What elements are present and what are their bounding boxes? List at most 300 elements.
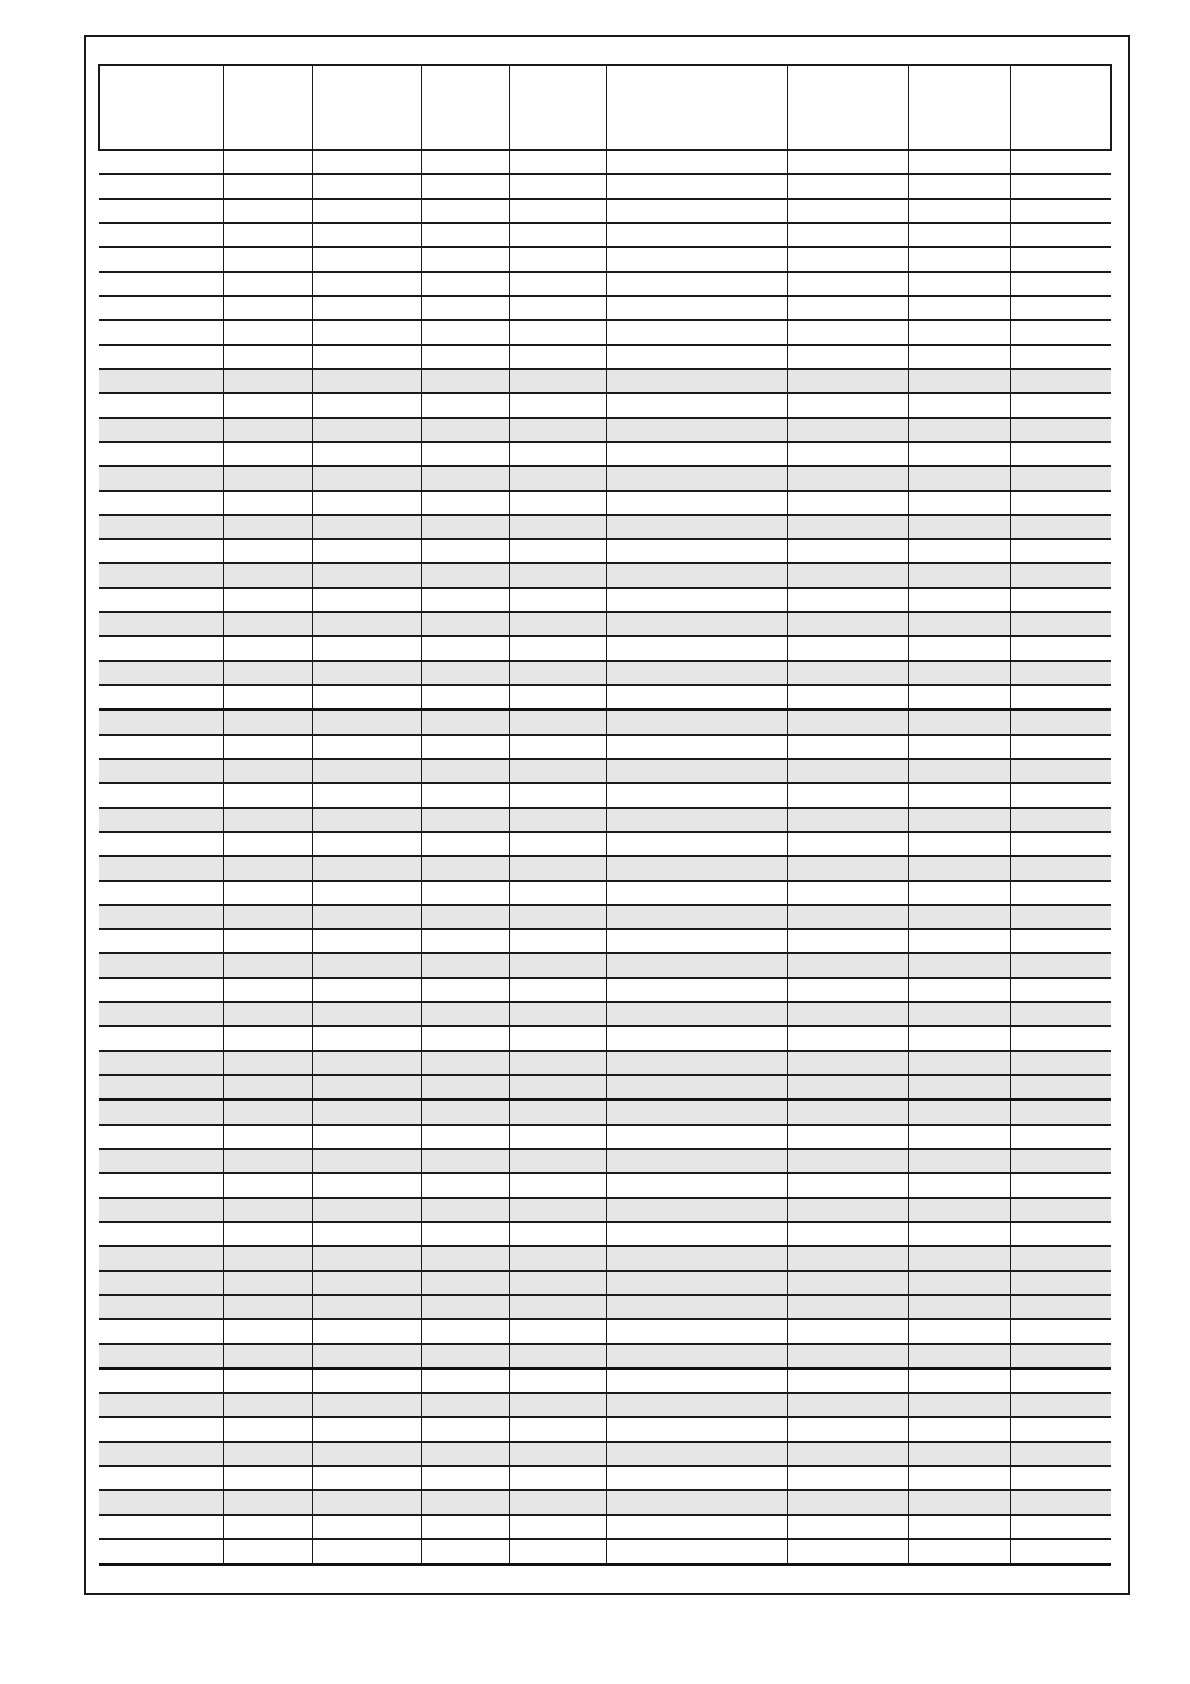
table-cell [421, 1222, 509, 1246]
table-cell [1010, 808, 1111, 832]
table-cell [312, 1368, 421, 1393]
table-cell [223, 1466, 312, 1490]
table-cell [908, 1051, 1010, 1075]
table-cell [421, 320, 509, 344]
table-cell [787, 1173, 908, 1197]
table-cell [606, 442, 787, 466]
table-cell [787, 783, 908, 807]
table-cell [421, 345, 509, 369]
table-cell [1010, 1344, 1111, 1369]
table-row [99, 1393, 1111, 1417]
table-cell [312, 247, 421, 271]
header-cell [787, 65, 908, 150]
table-cell [606, 661, 787, 685]
table-cell [421, 1490, 509, 1514]
table-cell [99, 369, 223, 393]
table-cell [908, 1368, 1010, 1393]
table-cell [509, 661, 606, 685]
table-cell [908, 442, 1010, 466]
table-cell [509, 418, 606, 442]
table-cell [1010, 1002, 1111, 1026]
table-cell [223, 1368, 312, 1393]
table-cell [787, 881, 908, 905]
table-cell [908, 1246, 1010, 1270]
table-cell [223, 1344, 312, 1369]
table-cell [509, 710, 606, 735]
table-cell [1010, 272, 1111, 296]
table-cell [908, 418, 1010, 442]
table-row [99, 661, 1111, 685]
table-cell [99, 1026, 223, 1050]
table-row [99, 588, 1111, 612]
ledger-body [99, 65, 1111, 1565]
table-cell [787, 393, 908, 417]
table-cell [787, 296, 908, 320]
table-row [99, 1173, 1111, 1197]
table-cell [1010, 345, 1111, 369]
table-cell [421, 929, 509, 953]
table-cell [421, 393, 509, 417]
table-row [99, 759, 1111, 783]
table-cell [421, 1466, 509, 1490]
table-row [99, 929, 1111, 953]
table-cell [908, 491, 1010, 515]
table-cell [908, 1100, 1010, 1125]
table-cell [908, 759, 1010, 783]
table-cell [312, 1026, 421, 1050]
table-cell [421, 442, 509, 466]
table-cell [509, 1515, 606, 1539]
table-cell [509, 1344, 606, 1369]
table-cell [312, 856, 421, 880]
table-cell [99, 1002, 223, 1026]
table-cell [312, 1319, 421, 1343]
table-cell [99, 953, 223, 977]
table-cell [787, 1466, 908, 1490]
table-cell [421, 710, 509, 735]
table-cell [421, 1539, 509, 1564]
table-row [99, 1442, 1111, 1466]
table-cell [606, 1149, 787, 1173]
table-cell [606, 174, 787, 198]
table-cell [312, 661, 421, 685]
table-cell [509, 856, 606, 880]
table-row [99, 1344, 1111, 1369]
table-cell [223, 588, 312, 612]
table-cell [421, 150, 509, 174]
table-row [99, 710, 1111, 735]
table-cell [421, 563, 509, 587]
table-cell [1010, 685, 1111, 710]
table-row [99, 1368, 1111, 1393]
table-cell [908, 929, 1010, 953]
table-cell [1010, 539, 1111, 563]
table-cell [99, 345, 223, 369]
table-row [99, 393, 1111, 417]
table-cell [787, 1319, 908, 1343]
table-cell [908, 1026, 1010, 1050]
table-cell [509, 150, 606, 174]
table-cell [223, 978, 312, 1002]
table-cell [908, 563, 1010, 587]
table-cell [606, 150, 787, 174]
table-cell [1010, 710, 1111, 735]
table-cell [1010, 881, 1111, 905]
table-cell [606, 1173, 787, 1197]
table-cell [312, 1051, 421, 1075]
table-cell [606, 539, 787, 563]
table-cell [223, 1173, 312, 1197]
table-cell [509, 272, 606, 296]
table-cell [421, 223, 509, 247]
table-cell [908, 174, 1010, 198]
table-cell [509, 1026, 606, 1050]
table-cell [509, 515, 606, 539]
table-cell [1010, 199, 1111, 223]
table-cell [223, 272, 312, 296]
table-cell [99, 661, 223, 685]
table-cell [1010, 929, 1111, 953]
table-cell [99, 223, 223, 247]
table-cell [908, 1222, 1010, 1246]
table-cell [223, 808, 312, 832]
table-cell [223, 1002, 312, 1026]
table-cell [99, 199, 223, 223]
table-cell [908, 393, 1010, 417]
table-cell [421, 1100, 509, 1125]
table-cell [509, 1075, 606, 1100]
table-cell [606, 808, 787, 832]
table-cell [908, 808, 1010, 832]
table-cell [99, 539, 223, 563]
table-cell [606, 1075, 787, 1100]
header-cell [99, 65, 223, 150]
table-cell [223, 710, 312, 735]
table-cell [99, 1198, 223, 1222]
table-cell [606, 905, 787, 929]
table-cell [1010, 588, 1111, 612]
table-cell [787, 1490, 908, 1514]
table-cell [787, 1344, 908, 1369]
table-cell [509, 1417, 606, 1441]
table-cell [312, 1173, 421, 1197]
table-cell [99, 808, 223, 832]
table-cell [787, 588, 908, 612]
table-cell [421, 1075, 509, 1100]
table-cell [509, 320, 606, 344]
table-cell [99, 710, 223, 735]
table-cell [787, 1075, 908, 1100]
table-cell [223, 832, 312, 856]
table-row [99, 1198, 1111, 1222]
table-row [99, 1539, 1111, 1564]
table-cell [908, 296, 1010, 320]
table-cell [223, 1026, 312, 1050]
table-cell [787, 1368, 908, 1393]
table-cell [99, 881, 223, 905]
table-cell [908, 320, 1010, 344]
table-cell [787, 1295, 908, 1319]
table-cell [787, 539, 908, 563]
table-cell [312, 1149, 421, 1173]
table-cell [787, 515, 908, 539]
table-cell [223, 685, 312, 710]
table-cell [312, 953, 421, 977]
table-cell [509, 345, 606, 369]
table-cell [223, 563, 312, 587]
header-cell [606, 65, 787, 150]
header-cell [1010, 65, 1111, 150]
table-cell [421, 199, 509, 223]
table-cell [606, 247, 787, 271]
table-cell [1010, 1149, 1111, 1173]
table-cell [908, 539, 1010, 563]
table-cell [421, 978, 509, 1002]
table-cell [908, 685, 1010, 710]
table-cell [787, 636, 908, 660]
table-cell [421, 808, 509, 832]
table-cell [1010, 612, 1111, 636]
table-cell [421, 515, 509, 539]
table-cell [223, 1246, 312, 1270]
table-row [99, 442, 1111, 466]
table-cell [509, 978, 606, 1002]
table-cell [908, 272, 1010, 296]
table-cell [99, 1466, 223, 1490]
table-cell [787, 1026, 908, 1050]
table-row [99, 1466, 1111, 1490]
table-cell [908, 1539, 1010, 1564]
table-cell [421, 1026, 509, 1050]
table-cell [606, 929, 787, 953]
table-cell [223, 1051, 312, 1075]
table-cell [223, 1149, 312, 1173]
table-cell [908, 515, 1010, 539]
table-cell [908, 1271, 1010, 1295]
table-cell [421, 1417, 509, 1441]
table-row [99, 832, 1111, 856]
table-cell [787, 272, 908, 296]
table-cell [99, 685, 223, 710]
table-cell [787, 369, 908, 393]
table-cell [908, 1466, 1010, 1490]
table-cell [312, 1100, 421, 1125]
table-cell [421, 905, 509, 929]
table-cell [606, 1026, 787, 1050]
table-cell [312, 1515, 421, 1539]
table-row [99, 808, 1111, 832]
table-row [99, 783, 1111, 807]
table-cell [99, 832, 223, 856]
table-cell [223, 369, 312, 393]
table-cell [509, 636, 606, 660]
table-cell [787, 1271, 908, 1295]
table-cell [421, 369, 509, 393]
table-cell [606, 1417, 787, 1441]
table-cell [421, 466, 509, 490]
table-cell [421, 1271, 509, 1295]
table-cell [223, 612, 312, 636]
table-cell [312, 272, 421, 296]
table-cell [421, 1002, 509, 1026]
table-cell [99, 1149, 223, 1173]
table-cell [908, 1490, 1010, 1514]
table-cell [509, 1222, 606, 1246]
table-cell [421, 491, 509, 515]
table-cell [223, 320, 312, 344]
table-cell [606, 832, 787, 856]
table-cell [223, 1490, 312, 1514]
table-cell [1010, 1173, 1111, 1197]
table-cell [312, 1246, 421, 1270]
table-row [99, 1246, 1111, 1270]
table-cell [908, 1198, 1010, 1222]
table-row [99, 1075, 1111, 1100]
table-cell [606, 563, 787, 587]
table-cell [606, 710, 787, 735]
table-cell [99, 759, 223, 783]
table-cell [421, 1393, 509, 1417]
table-cell [606, 1466, 787, 1490]
table-cell [312, 320, 421, 344]
table-cell [509, 905, 606, 929]
table-row [99, 320, 1111, 344]
table-cell [1010, 1271, 1111, 1295]
table-cell [312, 515, 421, 539]
table-row [99, 296, 1111, 320]
table-cell [99, 735, 223, 759]
table-cell [223, 418, 312, 442]
table-cell [99, 393, 223, 417]
table-cell [1010, 296, 1111, 320]
table-cell [787, 320, 908, 344]
table-cell [99, 174, 223, 198]
table-cell [509, 1271, 606, 1295]
table-cell [787, 1393, 908, 1417]
table-cell [312, 1417, 421, 1441]
table-cell [99, 1173, 223, 1197]
table-cell [509, 808, 606, 832]
table-cell [606, 1222, 787, 1246]
table-cell [99, 1271, 223, 1295]
table-cell [223, 881, 312, 905]
table-cell [99, 563, 223, 587]
table-cell [606, 369, 787, 393]
table-cell [787, 442, 908, 466]
table-row [99, 905, 1111, 929]
table-cell [1010, 1442, 1111, 1466]
table-cell [99, 491, 223, 515]
table-cell [606, 759, 787, 783]
table-cell [509, 1149, 606, 1173]
table-cell [99, 272, 223, 296]
table-cell [421, 856, 509, 880]
table-cell [1010, 1051, 1111, 1075]
table-cell [1010, 515, 1111, 539]
table-cell [312, 929, 421, 953]
table-cell [421, 881, 509, 905]
table-row [99, 345, 1111, 369]
table-cell [787, 710, 908, 735]
table-row [99, 1125, 1111, 1149]
table-cell [606, 491, 787, 515]
table-cell [99, 1442, 223, 1466]
table-cell [99, 1075, 223, 1100]
table-cell [908, 832, 1010, 856]
table-cell [787, 1222, 908, 1246]
table-cell [1010, 1490, 1111, 1514]
table-cell [606, 272, 787, 296]
table-row [99, 636, 1111, 660]
table-cell [312, 442, 421, 466]
table-cell [1010, 1026, 1111, 1050]
table-cell [509, 1198, 606, 1222]
table-cell [908, 1319, 1010, 1343]
table-row [99, 563, 1111, 587]
table-cell [1010, 1125, 1111, 1149]
table-cell [312, 1344, 421, 1369]
table-cell [223, 1417, 312, 1441]
table-cell [787, 661, 908, 685]
table-cell [908, 247, 1010, 271]
header-cell [223, 65, 312, 150]
table-cell [421, 759, 509, 783]
table-cell [509, 1393, 606, 1417]
table-row [99, 515, 1111, 539]
table-cell [223, 442, 312, 466]
table-cell [99, 636, 223, 660]
table-cell [312, 735, 421, 759]
table-cell [787, 1100, 908, 1125]
table-cell [606, 1368, 787, 1393]
table-cell [606, 320, 787, 344]
table-cell [312, 759, 421, 783]
table-cell [312, 491, 421, 515]
table-cell [787, 612, 908, 636]
table-cell [99, 1344, 223, 1369]
header-cell [509, 65, 606, 150]
table-cell [509, 832, 606, 856]
table-cell [312, 783, 421, 807]
table-row [99, 1051, 1111, 1075]
table-cell [908, 1295, 1010, 1319]
table-cell [606, 978, 787, 1002]
table-row [99, 1417, 1111, 1441]
table-cell [908, 466, 1010, 490]
table-cell [606, 685, 787, 710]
table-cell [787, 808, 908, 832]
table-cell [99, 783, 223, 807]
table-cell [1010, 247, 1111, 271]
table-cell [421, 418, 509, 442]
table-row [99, 466, 1111, 490]
table-cell [223, 1075, 312, 1100]
table-cell [509, 1173, 606, 1197]
table-cell [421, 1198, 509, 1222]
table-cell [312, 345, 421, 369]
header-cell [421, 65, 509, 150]
table-cell [908, 1344, 1010, 1369]
table-cell [312, 1442, 421, 1466]
table-cell [1010, 1100, 1111, 1125]
table-cell [223, 1100, 312, 1125]
table-cell [509, 1466, 606, 1490]
table-cell [908, 905, 1010, 929]
table-cell [908, 881, 1010, 905]
table-cell [606, 1539, 787, 1564]
table-cell [421, 636, 509, 660]
table-cell [99, 1515, 223, 1539]
